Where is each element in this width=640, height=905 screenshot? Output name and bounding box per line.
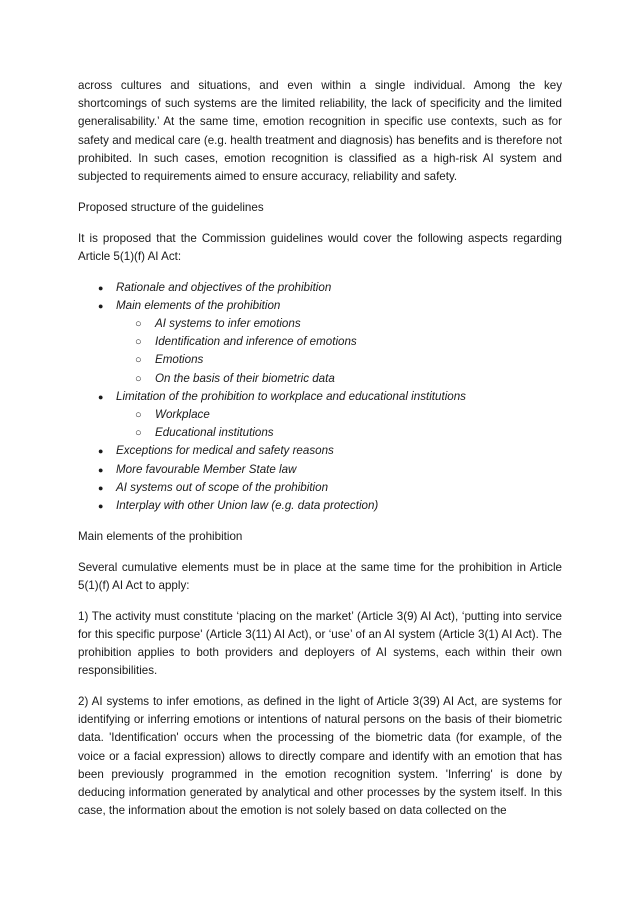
paragraph-intro: across cultures and situations, and even within a single individual. Among the key shortcomings of such systems are the limited reliability, the lack of specificity and the limited generalisability.’ At the same time, emotion recognition in specific use contexts, such as for safety and medical care (e.g. health treatment and diagnosis) has benefits and is therefore not prohibited. In such cases, emotion recognition is classified as a high-risk AI system and subjected to requirements aimed to ensure accuracy, reliability and safety. — [78, 79, 562, 184]
outline-item: ● Limitation of the prohibition to workplace and educational institutions — [78, 388, 562, 406]
outline-item: ● Exceptions for medical and safety reasons — [78, 442, 562, 460]
outline-item: ● More favourable Member State law — [78, 461, 562, 479]
heading-proposed-structure: Proposed structure of the guidelines — [78, 200, 264, 214]
outline-subitem: ○ On the basis of their biometric data — [78, 370, 562, 388]
outline-subitem: ○ AI systems to infer emotions — [78, 315, 562, 333]
guidelines-outline — [78, 279, 562, 516]
outline-subitem: ○ Emotions — [78, 351, 562, 369]
outline-item: ● AI systems out of scope of the prohibition — [78, 479, 562, 497]
outline-subitem: ○ Identification and inference of emotions — [78, 333, 562, 351]
outline-item: ● Interplay with other Union law (e.g. data protection) — [78, 497, 562, 515]
outline-subitem: ○ Educational institutions — [78, 424, 562, 442]
outline-item: ● Main elements of the prohibition — [78, 297, 562, 315]
paragraph-point-2: 2) AI systems to infer emotions, as defined in the light of Article 3(39) AI Act, are systems for identifying or inferring emotions or intentions of natural persons on the basis of their biometric data. 'Identification' occurs when the processing of the biometric data (for example, of the voice or a facial expression) allows to directly compare and identify with an emotion that has been previously programmed in the emotion recognition system. 'Inferring' is done by deducing information generated by analytical and other processes by the system itself. In this case, the information about the emotion is not solely based on data collected on the — [78, 695, 562, 818]
paragraph-point-1: 1) The activity must constitute ‘placing on the market’ (Article 3(9) AI Act), ‘putting into service for this specific purpose' (Article 3(11) AI Act), or ‘use’ of an AI system (Article 3(1) AI Act). The prohibition applies to both providers and deployers of AI systems, each within their own responsibilities. — [78, 609, 562, 678]
outline-item: ● Rationale and objectives of the prohibition — [78, 279, 562, 297]
paragraph-cumulative: Several cumulative elements must be in place at the same time for the prohibition in Article 5(1)(f) AI Act to apply: — [78, 560, 562, 592]
heading-main-elements: Main elements of the prohibition — [78, 529, 243, 543]
outline-subitem: ○ Workplace — [78, 406, 562, 424]
paragraph-proposal: It is proposed that the Commission guidelines would cover the following aspects regarding Article 5(1)(f) AI Act: — [78, 231, 562, 263]
